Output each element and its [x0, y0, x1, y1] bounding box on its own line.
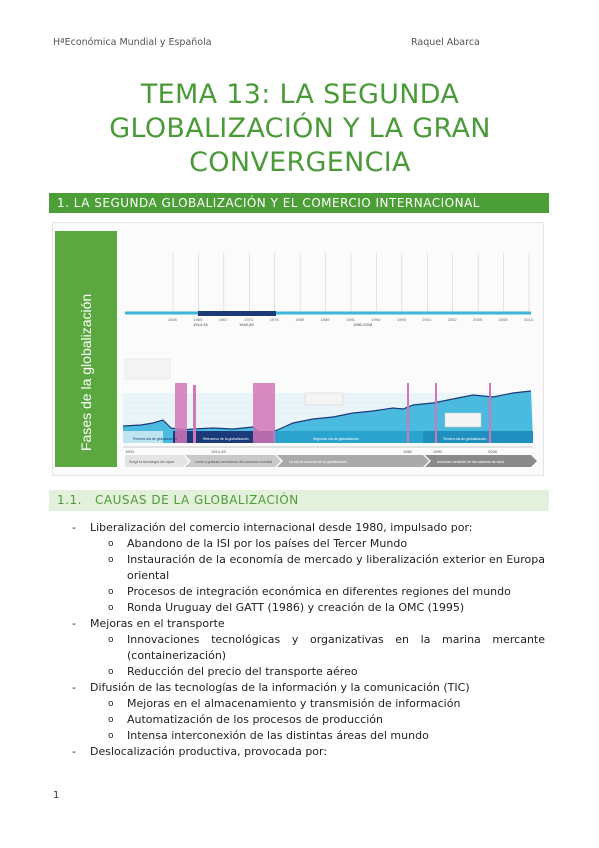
subsection-heading [49, 490, 549, 511]
crisis-bar [407, 383, 409, 443]
sub-list-item: o Mejoras en el almacenamiento y transmisión de información [108, 697, 461, 710]
dash-marker: - [72, 521, 76, 534]
crisis-bar [175, 383, 187, 443]
page-number: 1 [53, 790, 60, 801]
chart-note-box [445, 413, 481, 427]
phase-label: Aumento creciente de las cadenas de valor [437, 460, 505, 464]
timeline-year: 1995 [396, 317, 406, 322]
band-label: Primera ola de globalización [133, 437, 177, 441]
phase-label: Surge la tecnología del vapor [129, 460, 175, 464]
timeline-year: 1960 [193, 317, 203, 322]
sub-list-item: o Ronda Uruguay del GATT (1986) y creación de la OMC (1995) [108, 601, 465, 614]
crisis-bar [193, 385, 196, 443]
title-line: CONVERGENCIA [189, 147, 411, 178]
bullet-marker: o [108, 715, 114, 725]
axis-label: 1990 [433, 449, 442, 454]
list-item: - Deslocalización productiva, provocada por: [72, 745, 328, 758]
bullet-marker: o [108, 699, 114, 709]
globalization-phases-figure [52, 222, 544, 476]
timeline-year: 2013 [524, 317, 533, 322]
dash-marker: - [72, 681, 76, 694]
timeline-year: 2001 [422, 317, 432, 322]
sub-list-item: o Instauración de la economía de mercado y liberalización exterior en Europa oriental [108, 553, 545, 582]
list-item: - Mejoras en el transporte [72, 617, 225, 630]
phase-label: La ola de ascenso de la globalización [289, 460, 348, 464]
chart-note-box [305, 393, 343, 405]
band-label: Segunda ola de globalización [313, 437, 359, 441]
timeline-year: 1975 [269, 317, 279, 322]
timeline-year: 1994 [371, 317, 381, 322]
title-line: GLOBALIZACIÓN Y LA GRAN [109, 113, 491, 144]
timeline-year: 1991 [346, 317, 355, 322]
list-item: - Difusión de las tecnologías de la información y la comunicación (TIC) [72, 681, 470, 694]
title-line: TEMA 13: LA SEGUNDA [140, 79, 460, 110]
bullet-marker: o [108, 731, 114, 741]
bullet-marker: o [108, 587, 114, 597]
timeline-period-bar [198, 311, 276, 316]
timeline-year: 1967 [218, 317, 228, 322]
timeline-year: 1971 [244, 317, 254, 322]
band-label: Tercera ola de globalización [443, 437, 487, 441]
sub-list-item: o Intensa interconexión de las distintas áreas del mundo [108, 729, 429, 742]
crisis-bar [489, 383, 491, 443]
timeline-year: 2005 [473, 317, 483, 322]
bullet-marker: o [108, 603, 114, 613]
timeline-year: 1989 [320, 317, 330, 322]
crisis-bar [253, 383, 275, 443]
sub-list-item: o Reducción del precio del transporte aéreo [108, 665, 358, 678]
section-heading: 1. LA SEGUNDA GLOBALIZACIÓN Y EL COMERCIO INTERNACIONAL [49, 193, 549, 213]
causes-list [0, 520, 599, 760]
sub-list-item: o Innovaciones tecnológicas y organizativas en la marina mercante (containerización) [108, 633, 545, 662]
axis-label: 1914-45 [211, 449, 226, 454]
subsection-label: CAUSAS DE LA GLOBALIZACIÓN [95, 493, 299, 507]
sub-list-item: o Procesos de integración económica en diferentes regiones del mundo [108, 585, 511, 598]
timeline-year: 2002 [447, 317, 457, 322]
figure-graphic [53, 223, 543, 475]
period-label: 1980-2008 [353, 322, 373, 327]
phase-label: Lento y gradual crecimiento del comercio mundial [195, 460, 273, 464]
side-label: Fases de la globalización [78, 293, 94, 451]
timeline-event-notes [193, 322, 373, 327]
dash-marker: - [72, 745, 76, 758]
subsection-number: 1.1. [57, 493, 82, 507]
bullet-marker: o [108, 555, 114, 565]
bullet-marker: o [108, 635, 114, 645]
timeline-year: 2008 [498, 317, 508, 322]
axis-label: 1900 [125, 449, 134, 454]
timeline-year: 1980 [295, 317, 305, 322]
bottom-axis-labels [125, 449, 498, 454]
period-label: 1914-45 [193, 322, 208, 327]
timeline-year: 1945 [168, 317, 177, 322]
chart-note-box [125, 359, 170, 379]
bullet-marker: o [108, 667, 114, 677]
axis-label: 1980 [403, 449, 412, 454]
bullet-marker: o [108, 539, 114, 549]
axis-label: 2008 [488, 449, 497, 454]
period-label: 1945-80 [239, 322, 254, 327]
crisis-bar [435, 383, 437, 443]
header-course-title: HªEconómica Mundial y Española [53, 37, 212, 48]
sub-list-item: o Automatización de los procesos de producción [108, 713, 383, 726]
dash-marker: - [72, 617, 76, 630]
band-label: Retroceso de la globalización [203, 437, 249, 441]
list-item: - Liberalización del comercio internacional desde 1980, impulsado por: [72, 521, 473, 534]
header-author: Raquel Abarca [411, 37, 480, 48]
sub-list-item: o Abandono de la ISI por los países del Tercer Mundo [108, 537, 408, 550]
page-title [60, 78, 540, 180]
